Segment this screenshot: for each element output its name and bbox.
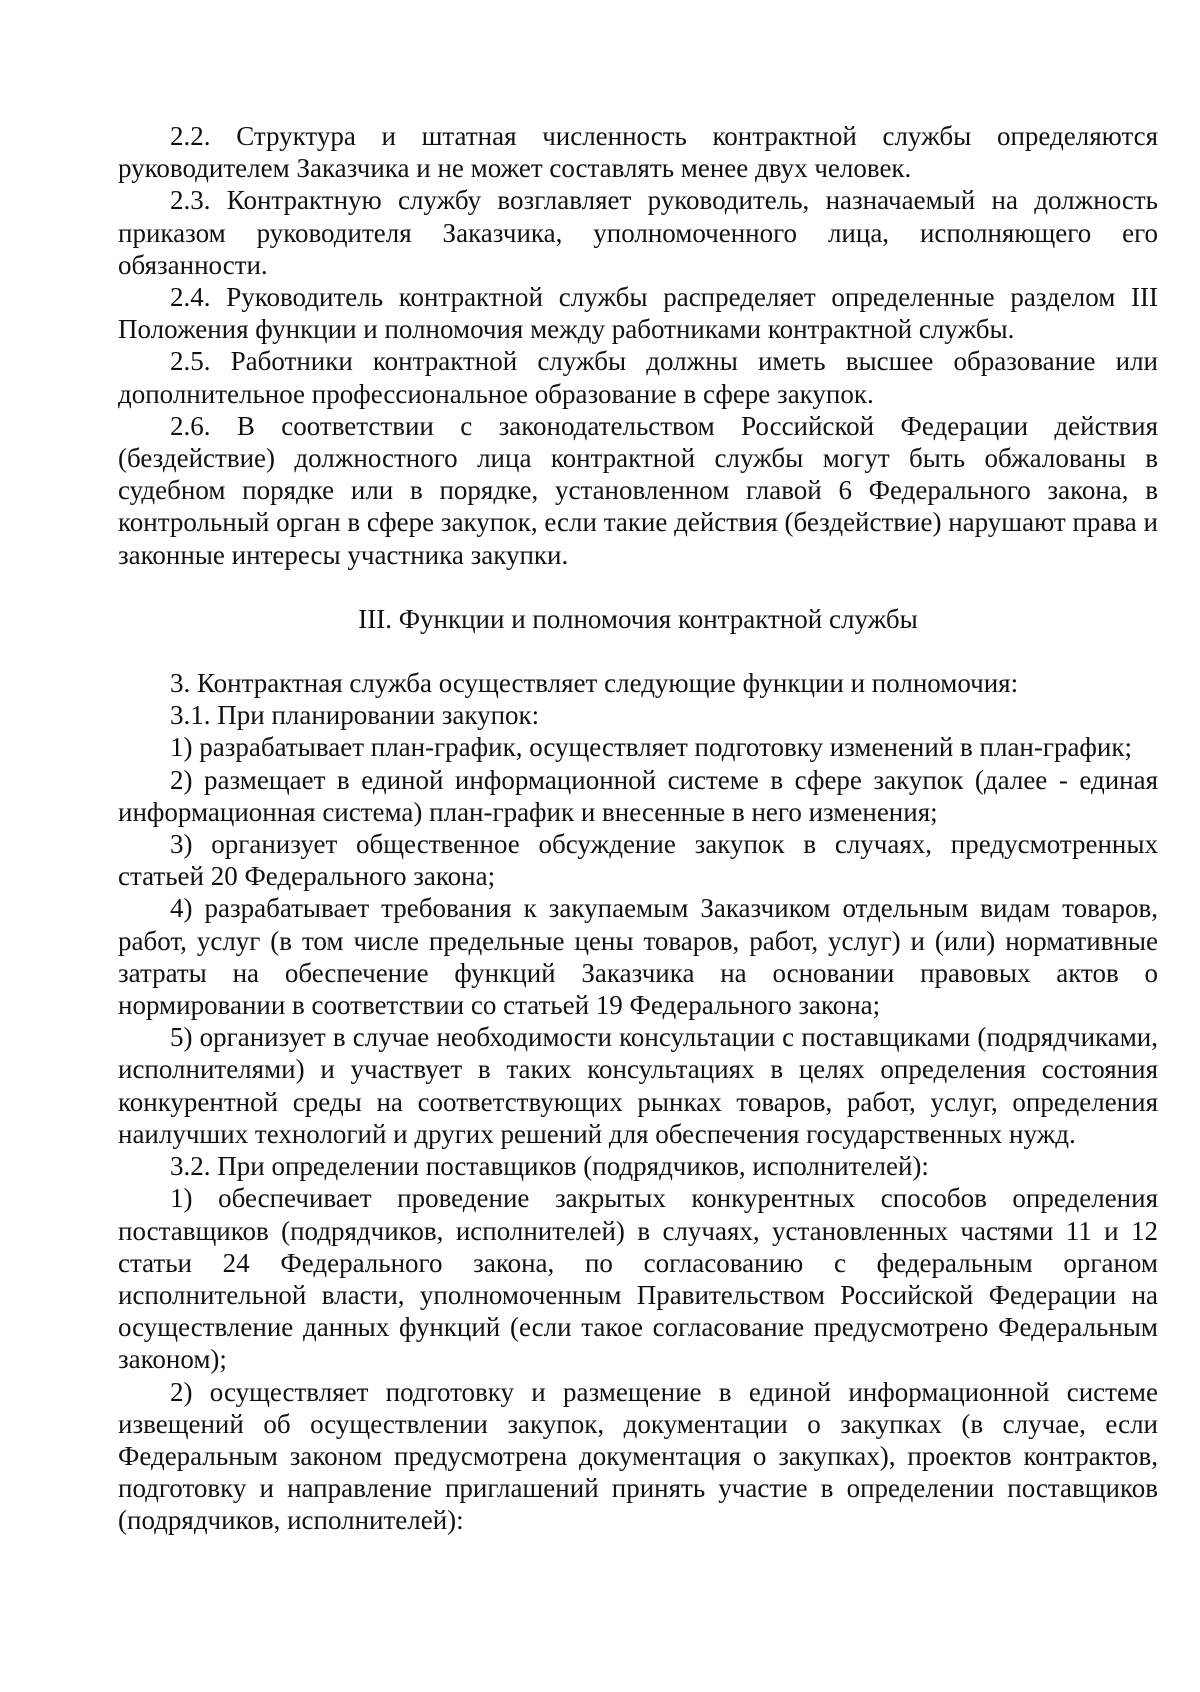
paragraph-2-5: 2.5. Работники контрактной службы должны иметь высшее образование или дополнительное профессиональное образование в сфере закупок.: [118, 346, 1158, 409]
paragraph-3-2: 3.2. При определении поставщиков (подрядчиков, исполнителей):: [170, 1151, 929, 1182]
paragraph-3-2-item-2: 2) осуществляет подготовку и размещение в единой информационной системе извещений об осуществлении закупок, документации о закупках (в случае, если Федеральным законом предусмотрена документация о закупках), проектов контрактов, подготовку и направление приглашений принять участие в определении поставщиков (подрядчиков, исполнителей):: [118, 1376, 1158, 1536]
paragraph-3-2-item-1: 1) обеспечивает проведение закрытых конкурентных способов определения поставщиков (подрядчиков, исполнителей) в случаях, установленных частями 11 и 12 статьи 24 Федерального закона, по согласованию с федеральным органом исполнительной власти, уполномоченным Правительством Российской Федерации на осуществление данных функций (если такое согласование предусмотрено Федеральным законом);: [118, 1183, 1158, 1375]
document-page: [118, 120, 1158, 1537]
section-heading: III. Функции и полномочия контрактной службы: [358, 603, 918, 634]
paragraph-2-2: 2.2. Структура и штатная численность контрактной службы определяются руководителем Заказчика и не может составлять менее двух человек.: [118, 121, 1158, 184]
paragraph-3: 3. Контрактная служба осуществляет следующие функции и полномочия:: [170, 668, 1019, 699]
paragraph-2-3: 2.3. Контрактную службу возглавляет руководитель, назначаемый на должность приказом руководителя Заказчика, уполномоченного лица, исполняющего его обязанности.: [118, 185, 1158, 280]
paragraph-3-1-item-3: 3) организует общественное обсуждение закупок в случаях, предусмотренных статьей 20 Федерального закона;: [118, 829, 1158, 892]
paragraph-2-6: 2.6. В соответствии с законодательством Российской Федерации действия (бездействие) должностного лица контрактной службы могут быть обжалованы в судебном порядке или в порядке, установленном главой 6 Федерального закона, в контрольный орган в сфере закупок, если такие действия (бездействие) нарушают права и законные интересы участника закупки.: [118, 410, 1158, 570]
paragraph-3-1-item-5: 5) организует в случае необходимости консультации с поставщиками (подрядчиками, исполнителями) и участвует в таких консультациях в целях определения состояния конкурентной среды на соответствующих рынках товаров, работ, услуг, определения наилучших технологий и других решений для обеспечения государственных нужд.: [118, 1022, 1158, 1149]
paragraph-3-1-item-2: 2) размещает в единой информационной системе в сфере закупок (далее - единая информационная система) план-график и внесенные в него изменения;: [118, 764, 1158, 827]
paragraph-3-1-item-1: 1) разрабатывает план-график, осуществляет подготовку изменений в план-график;: [170, 732, 1132, 763]
paragraph-2-4: 2.4. Руководитель контрактной службы распределяет определенные разделом III Положения функции и полномочия между работниками контрактной службы.: [118, 282, 1158, 345]
paragraph-3-1: 3.1. При планировании закупок:: [170, 700, 540, 731]
paragraph-3-1-item-4: 4) разрабатывает требования к закупаемым Заказчиком отдельным видам товаров, работ, услуг (в том числе предельные цены товаров, работ, услуг) и (или) нормативные затраты на обеспечение функций Заказчика на основании правовых актов о нормировании в соответствии со статьей 19 Федерального закона;: [118, 893, 1158, 1021]
